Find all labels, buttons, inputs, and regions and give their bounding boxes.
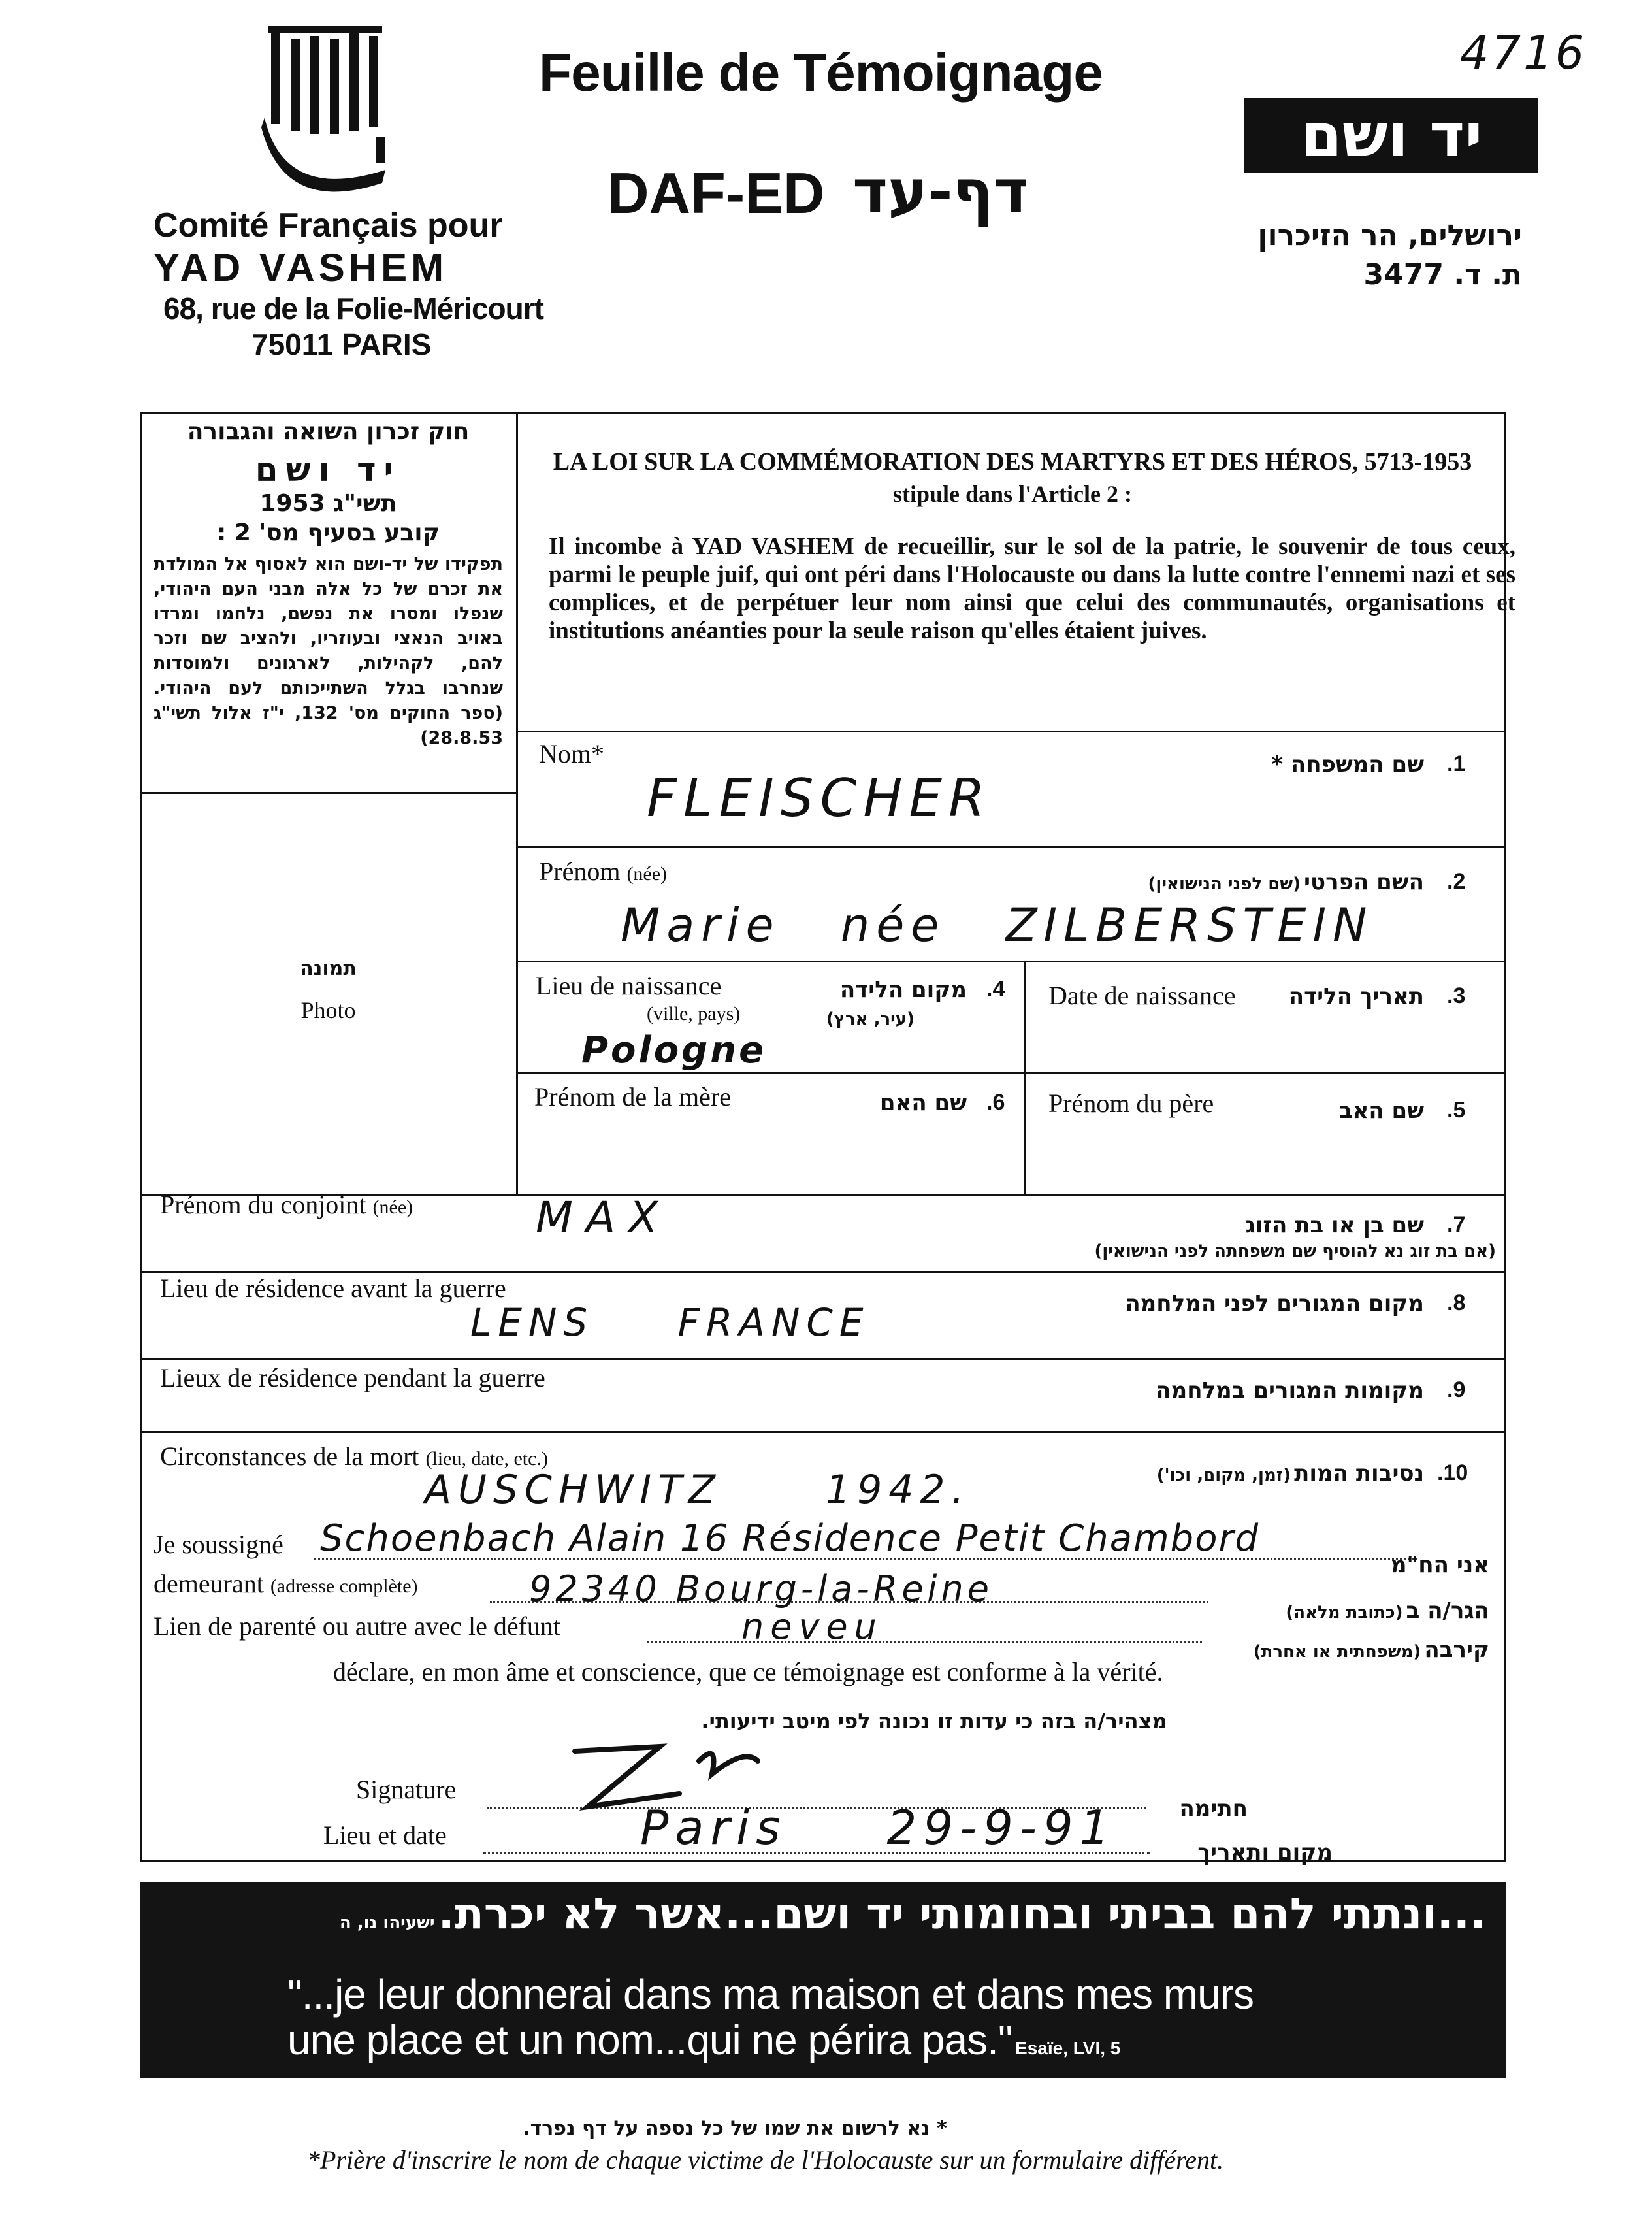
- field7-value[interactable]: MAX: [536, 1192, 672, 1243]
- soussigne-he: אני הח"מ: [1390, 1552, 1489, 1578]
- field7-label-he-small: (אם בת זוג נא להוסיף שם משפחתה לפני הנישואין): [1094, 1241, 1496, 1261]
- photo-label-hebrew: תמונה: [300, 957, 357, 980]
- field2-label-fr: [539, 856, 667, 887]
- right-address-line2: ת. ד. 3477: [1363, 258, 1522, 291]
- demeurant-label-small: (adresse complète): [270, 1575, 418, 1597]
- field4-value[interactable]: Pologne: [581, 1029, 767, 1072]
- field2-number: .2: [1447, 869, 1466, 894]
- field2-label-he: [1045, 869, 1424, 895]
- committee-line1: Comité Français pour: [154, 206, 503, 244]
- committee-city: 75011 PARIS: [251, 327, 432, 361]
- field4-label-he-small: (עיר, ארץ): [826, 1010, 915, 1029]
- field2-label-fr-main: Prénom: [539, 857, 621, 886]
- field9-label-he: מקומות המגורים במלחמה: [1156, 1377, 1424, 1404]
- daf-ed-title: DAF-ED: [607, 161, 825, 225]
- field7-number: .7: [1447, 1212, 1466, 1237]
- soussigne-value[interactable]: Schoenbach Alain 16 Résidence Petit Chambord: [320, 1517, 1260, 1560]
- field10-value[interactable]: AUSCHWITZ 1942.: [425, 1467, 971, 1513]
- field8-value[interactable]: LENS FRANCE: [470, 1300, 870, 1345]
- banner-french-ref: Esaïe, LVI, 5: [1015, 2038, 1121, 2058]
- field6-number: .6: [986, 1090, 1005, 1115]
- law-hebrew-body: תפקידו של יד-ושם הוא לאסוף אל המולדת את זכרם של כל אלה מבני העם היהודי, שנפלו ומסרו את נפשם, נלחמו ומרדו באויב הנאצי ובעוזריו, ולהציב שם וזכר להם, לקהילות, לארגונים ולמוסדות שנחרבו בגלל השתייכותם לעם היהודי. (ספר החוקים מס' 132, י"ז אלול תשי"ג 28.8.53): [154, 554, 503, 748]
- banner-french-line2: une place et un nom...qui ne périra pas.": [287, 2016, 1012, 2063]
- field1-number: .1: [1447, 751, 1466, 776]
- committee-line2: YAD VASHEM: [154, 246, 448, 289]
- law-hebrew-line3: תשי"ג 1953: [259, 490, 397, 517]
- demeurant-he-main: הגר/ה ב: [1406, 1598, 1489, 1624]
- field10-label-fr-main: Circonstances de la mort: [160, 1441, 419, 1471]
- menorah-logo-icon: [258, 20, 402, 216]
- declare-fr: déclare, en mon âme et conscience, que ce témoignage est conforme à la vérité.: [333, 1657, 1163, 1686]
- page-title: Feuille de Témoignage: [539, 43, 1103, 103]
- field5-label-he: שם האב: [1338, 1098, 1424, 1124]
- footer-french: *Prière d'inscrire le nom de chaque victime de l'Holocauste sur un formulaire différent.: [307, 2145, 1224, 2175]
- field8-label-fr: Lieu de résidence avant la guerre: [160, 1274, 506, 1303]
- banner-hebrew: [167, 1888, 1486, 1939]
- field8-label-he: מקום המגורים לפני המלחמה: [1125, 1290, 1424, 1317]
- field10-label-fr-small: (lieu, date, etc.): [425, 1448, 548, 1470]
- declare-he: מצהיר/ה בזה כי עדות זו נכונה לפי מיטב ידיעותי.: [701, 1709, 1167, 1734]
- field6-label-fr: Prénom de la mère: [534, 1082, 731, 1111]
- footer-hebrew: * נא לרשום את שמו של כל נספה על דף נפרד.: [523, 2117, 947, 2140]
- photo-label-french: Photo: [300, 997, 356, 1023]
- field7-label-he: שם בן או בת הזוג: [1245, 1212, 1424, 1238]
- demeurant-label: [154, 1568, 418, 1599]
- law-hebrew-line4: קובע בסעיף מס' 2 :: [216, 519, 440, 546]
- field4-number: .4: [986, 977, 1005, 1002]
- field7-label-fr-small: (née): [372, 1196, 413, 1218]
- lien-he-small: (משפחתית או אחרת): [1253, 1642, 1421, 1662]
- committee-address: 68, rue de la Folie-Méricourt: [163, 291, 543, 325]
- lieu-date-value[interactable]: Paris 29-9-91: [640, 1800, 1116, 1855]
- lien-he: [1215, 1637, 1489, 1663]
- banner-french-line2-wrap: [287, 2016, 1120, 2064]
- field1-label-he: שם המשפחה *: [1271, 751, 1424, 778]
- yad-vashem-logo: [1244, 98, 1538, 173]
- field2-label-he-small: (שם לפני הנישואין): [1148, 874, 1301, 894]
- right-address-line1: ירושלים, הר הזיכרון: [1257, 219, 1522, 252]
- signature-label: Signature: [356, 1775, 457, 1804]
- field2-value[interactable]: Marie née ZILBERSTEIN: [621, 898, 1374, 952]
- demeurant-he-small: (כתובת מלאה): [1286, 1603, 1403, 1622]
- field6-label-he: שם האם: [879, 1090, 967, 1116]
- field5-number: .5: [1447, 1098, 1466, 1123]
- lieu-date-he: מקום ותאריך: [1197, 1839, 1333, 1866]
- demeurant-label-main: demeurant: [154, 1569, 264, 1598]
- field2-label-fr-small: (née): [626, 863, 668, 885]
- field1-value[interactable]: FLEISCHER: [647, 768, 992, 829]
- field1-label-fr: Nom*: [539, 739, 604, 768]
- banner-hebrew-quote: ...ונתתי להם בביתי ובחומותי יד ושם...אשר לא יכרת.: [438, 1888, 1486, 1939]
- field3-number: .3: [1447, 983, 1466, 1008]
- field10-label-he: [1045, 1460, 1424, 1487]
- quote-banner: [140, 1882, 1506, 2078]
- field10-number: .10: [1437, 1460, 1468, 1485]
- soussigne-label: Je soussigné: [154, 1530, 283, 1559]
- banner-hebrew-ref: ישעיהו נו, ה: [339, 1913, 435, 1933]
- lien-label: Lien de parenté ou autre avec le défunt: [154, 1611, 561, 1641]
- field4-label-fr: Lieu de naissance: [536, 971, 722, 1000]
- signature-he: חתימה: [1179, 1796, 1248, 1822]
- field8-number: .8: [1447, 1290, 1466, 1315]
- banner-french-line1: "...je leur donnerai dans ma maison et dans mes murs: [287, 1971, 1254, 2018]
- law-french-body: Il incombe à YAD VASHEM de recueillir, sur le sol de la patrie, le souvenir de tous ceux, parmi le peuple juif, qui ont péri dans l'Holocauste ou dans la lutte contre l'ennemi nazi et ses complices, et de perpétuer leur nom ainsi que celui des communautés, organisations et institutions anéanties pour la seule raison qu'elles étaient juives.: [549, 533, 1515, 644]
- doc-number: 4716: [1460, 26, 1587, 80]
- field4-label-he: מקום הלידה: [839, 977, 967, 1003]
- field9-number: .9: [1447, 1377, 1466, 1402]
- lien-he-main: קירבה: [1424, 1637, 1489, 1663]
- lien-line: [647, 1641, 1202, 1643]
- field10-label-he-small: (זמן, מקום, וכו'): [1156, 1466, 1291, 1485]
- lien-value[interactable]: neveu: [741, 1606, 883, 1647]
- law-french-subtitle: stipule dans l'Article 2 :: [893, 481, 1132, 507]
- field9-label-fr: Lieux de résidence pendant la guerre: [160, 1363, 545, 1392]
- law-hebrew-line1: חוק זכרון השואה והגבורה: [187, 418, 470, 445]
- field4-label-fr-small: (ville, pays): [647, 1003, 741, 1025]
- field7-label-fr: [160, 1189, 413, 1220]
- daf-ed-hebrew-title: דף-עד: [852, 157, 1029, 227]
- field3-label-he: תאריך הלידה: [1288, 983, 1424, 1010]
- law-french-title: LA LOI SUR LA COMMÉMORATION DES MARTYRS ET DES HÉROS, 5713-1953: [553, 448, 1472, 476]
- field10-label-he-main: נסיבות המות: [1294, 1460, 1424, 1487]
- law-hebrew-line2: יד ושם: [255, 451, 402, 489]
- demeurant-value[interactable]: 92340 Bourg-la-Reine: [529, 1568, 993, 1609]
- lieu-date-label: Lieu et date: [323, 1820, 447, 1850]
- field2-label-he-main: השם הפרטי: [1304, 869, 1424, 895]
- field3-label-fr: Date de naissance: [1048, 981, 1236, 1010]
- field5-label-fr: Prénom du père: [1048, 1089, 1214, 1118]
- yad-vashem-logo-text: יד ושם: [1300, 101, 1483, 171]
- demeurant-he: [1228, 1598, 1489, 1624]
- field7-label-fr-main: Prénom du conjoint: [160, 1190, 366, 1219]
